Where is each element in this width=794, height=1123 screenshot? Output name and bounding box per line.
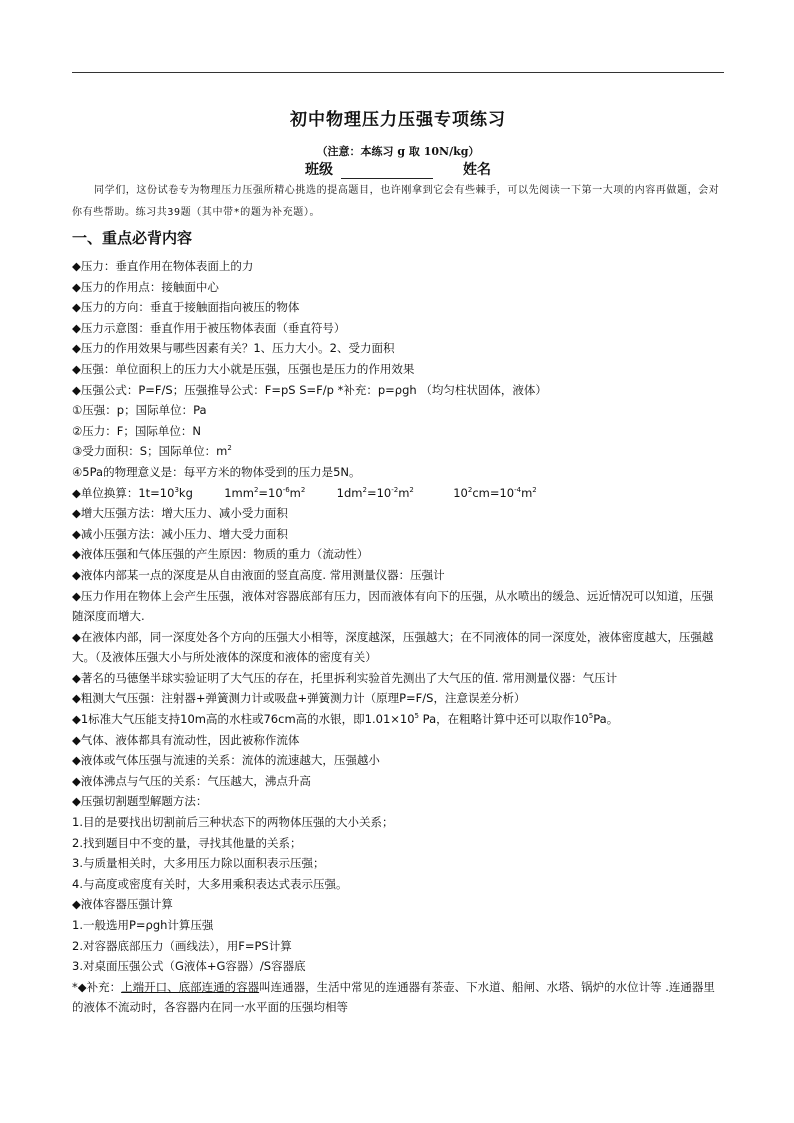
point-line: 3.对桌面压强公式（G液体+G容器）/S容器底 bbox=[72, 959, 306, 974]
point-line bbox=[72, 441, 724, 462]
point-line: ◆压强：单位面积上的压力大小就是压强，压强也是压力的作用效果 bbox=[72, 361, 415, 376]
conv-ton bbox=[138, 486, 193, 500]
point-line: ◆减小压强方法：减小压力、增大受力面积 bbox=[72, 526, 288, 541]
unit-conversion-line bbox=[72, 483, 724, 504]
point-line: ◆液体内部某一点的深度是从自由液面的竖直高度. 常用测量仪器：压强计 bbox=[72, 567, 445, 582]
underlined-definition: 上端开口、底部连通的容器 bbox=[121, 979, 260, 994]
conv-part: 1t=10 bbox=[138, 485, 175, 500]
conv-mm2 bbox=[224, 486, 305, 500]
point-line: ◆压力的方向：垂直于接触面指向被压的物体 bbox=[72, 300, 300, 315]
superscript: 2 bbox=[300, 485, 306, 494]
point-line: ◆压强切割题型解题方法： bbox=[72, 794, 208, 809]
name-label: 姓名 bbox=[463, 162, 491, 178]
point-line: ◆液体容器压强计算 bbox=[72, 897, 173, 912]
superscript: 5 bbox=[414, 712, 419, 721]
point-line: ◆粗测大气压强：注射器+弹簧测力计或吸盘+弹簧测力计（原理P=F/S，注意误差分析） bbox=[72, 691, 526, 706]
superscript: 3 bbox=[174, 485, 179, 494]
point-line: ◆气体、液体都具有流动性，因此被称作流体 bbox=[72, 732, 300, 747]
conv-part: 1mm bbox=[224, 485, 254, 500]
point-line: ◆压力的作用效果与哪些因素有关？1、压力大小。2、受力面积 bbox=[72, 341, 395, 356]
conv-part: =10 bbox=[366, 485, 392, 500]
superscript: -2 bbox=[391, 485, 399, 494]
superscript: 2 bbox=[409, 485, 414, 494]
point-line: ◆液体或气体压强与流速的关系：流体的流速越大，压强越小 bbox=[72, 753, 380, 768]
conv-part: 10 bbox=[453, 485, 468, 500]
class-label: 班级 bbox=[305, 162, 333, 178]
point-line: 1.目的是要找出切割前后三种状态下的两物体压强的大小关系； bbox=[72, 815, 394, 830]
atm-pressure-line bbox=[72, 709, 724, 730]
superscript: -4 bbox=[514, 485, 522, 494]
superscript: 2 bbox=[227, 444, 232, 453]
superscript: 2 bbox=[467, 485, 473, 494]
point-line: ◆压力示意图：垂直作用于被压物体表面（垂直符号） bbox=[72, 320, 346, 335]
atm-part: ◆1标准大气压能支持10m高的水柱或76cm高的水银，即1.01×10 bbox=[72, 712, 415, 727]
point-line: ◆液体沸点与气压的关系：气压越大，沸点升高 bbox=[72, 773, 311, 788]
conv-dm2 bbox=[337, 486, 414, 500]
intro-paragraph: 同学们，这份试卷专为物理压力压强所精心挑选的提高题目，也许刚拿到它会有些棘手，可以先阅读一下第一大项的内容再做题，会对你有些帮助。练习共39题（其中带*的题为补充题）。 bbox=[72, 185, 720, 218]
conv-part: m bbox=[521, 485, 533, 500]
superscript: -6 bbox=[282, 485, 290, 494]
supplement-label: *◆补充： bbox=[72, 979, 122, 994]
header-rule bbox=[72, 72, 724, 73]
connector-paragraph bbox=[72, 977, 724, 1018]
atm-part: Pa。 bbox=[593, 712, 619, 727]
point-line: 2.找到题目中不变的量，寻找其他量的关系； bbox=[72, 835, 302, 850]
superscript: 2 bbox=[532, 485, 537, 494]
point-line: ◆压强公式：P=F/S；压强推导公式：F=pS S=F/p *补充：p=ρgh （均匀柱状固体，液体） bbox=[72, 382, 547, 397]
page-title: 初中物理压力压强专项练习 bbox=[290, 110, 506, 130]
conv-part: m bbox=[289, 485, 301, 500]
class-name-line bbox=[72, 159, 724, 179]
point-paragraph: ◆压力作用在物体上会产生压强，液体对容器底部有压力，因而液体有向下的压强，从水喷出的缓急、远近情况可以知道，压强随深度而增大. bbox=[72, 588, 714, 624]
conv-part: 1dm bbox=[336, 485, 363, 500]
conversion-label: ◆单位换算： bbox=[72, 485, 139, 500]
conv-part: cm=10 bbox=[472, 485, 515, 500]
point-line: ◆增大压强方法：增大压力、减小受力面积 bbox=[72, 506, 288, 521]
conv-part: =10 bbox=[258, 485, 283, 500]
point-line: 2.对容器底部压力（画线法），用F=PS计算 bbox=[72, 938, 292, 953]
point-line: ◆压力的作用点：接触面中心 bbox=[72, 279, 219, 294]
section-heading: 一、重点必背内容 bbox=[72, 229, 193, 247]
point-line: 3.与质量相关时，大多用压力除以面积表示压强； bbox=[72, 856, 325, 871]
area-unit-text: ③受力面积：S；国际单位：m bbox=[72, 444, 228, 459]
gravity-note: （注意：本练习 g 取 10N/kg） bbox=[316, 145, 480, 158]
point-line: ◆压力：垂直作用在物体表面上的力 bbox=[72, 259, 254, 273]
point-line: ④5Pa的物理意义是：每平方米的物体受到的压力是5N。 bbox=[72, 464, 361, 479]
conv-part: kg bbox=[178, 485, 193, 500]
point-line: ◆著名的马德堡半球实验证明了大气压的存在，托里拆利实验首先测出了大气压的值. 常用测量仪器：气压计 bbox=[72, 670, 618, 685]
superscript: 2 bbox=[253, 485, 259, 494]
key-points bbox=[72, 256, 724, 1018]
connector-text: 叫连通器，生活中常见的连通器有茶壶、下水道、船闸、水塔、锅炉的水位计等 .连通器里的液体不流动时，各容器内在同一水平面的压强均相等 bbox=[72, 979, 715, 1015]
superscript: 2 bbox=[362, 485, 367, 494]
class-blank bbox=[341, 164, 433, 179]
point-line: ◆液体压强和气体压强的产生原因：物质的重力（流动性） bbox=[72, 547, 369, 562]
conv-cm2 bbox=[453, 486, 537, 500]
point-line: 1.一般选用P=ρgh计算压强 bbox=[72, 918, 214, 932]
conv-part: m bbox=[398, 485, 410, 500]
atm-part: Pa，在粗略计算中还可以取作10 bbox=[419, 712, 589, 727]
point-line: ②压力：F；国际单位：N bbox=[72, 423, 202, 438]
point-line: 4.与高度或密度有关时，大多用乘积表达式表示压强。 bbox=[72, 876, 348, 891]
superscript: 5 bbox=[588, 712, 594, 721]
point-line: ①压强：p；国际单位：Pa bbox=[72, 403, 207, 418]
point-paragraph: ◆在液体内部，同一深度处各个方向的压强大小相等，深度越深，压强越大；在不同液体的同一深度处，液体密度越大，压强越大。（及液体压强大小与所处液体的深度和液体的密度有关） bbox=[72, 629, 714, 665]
